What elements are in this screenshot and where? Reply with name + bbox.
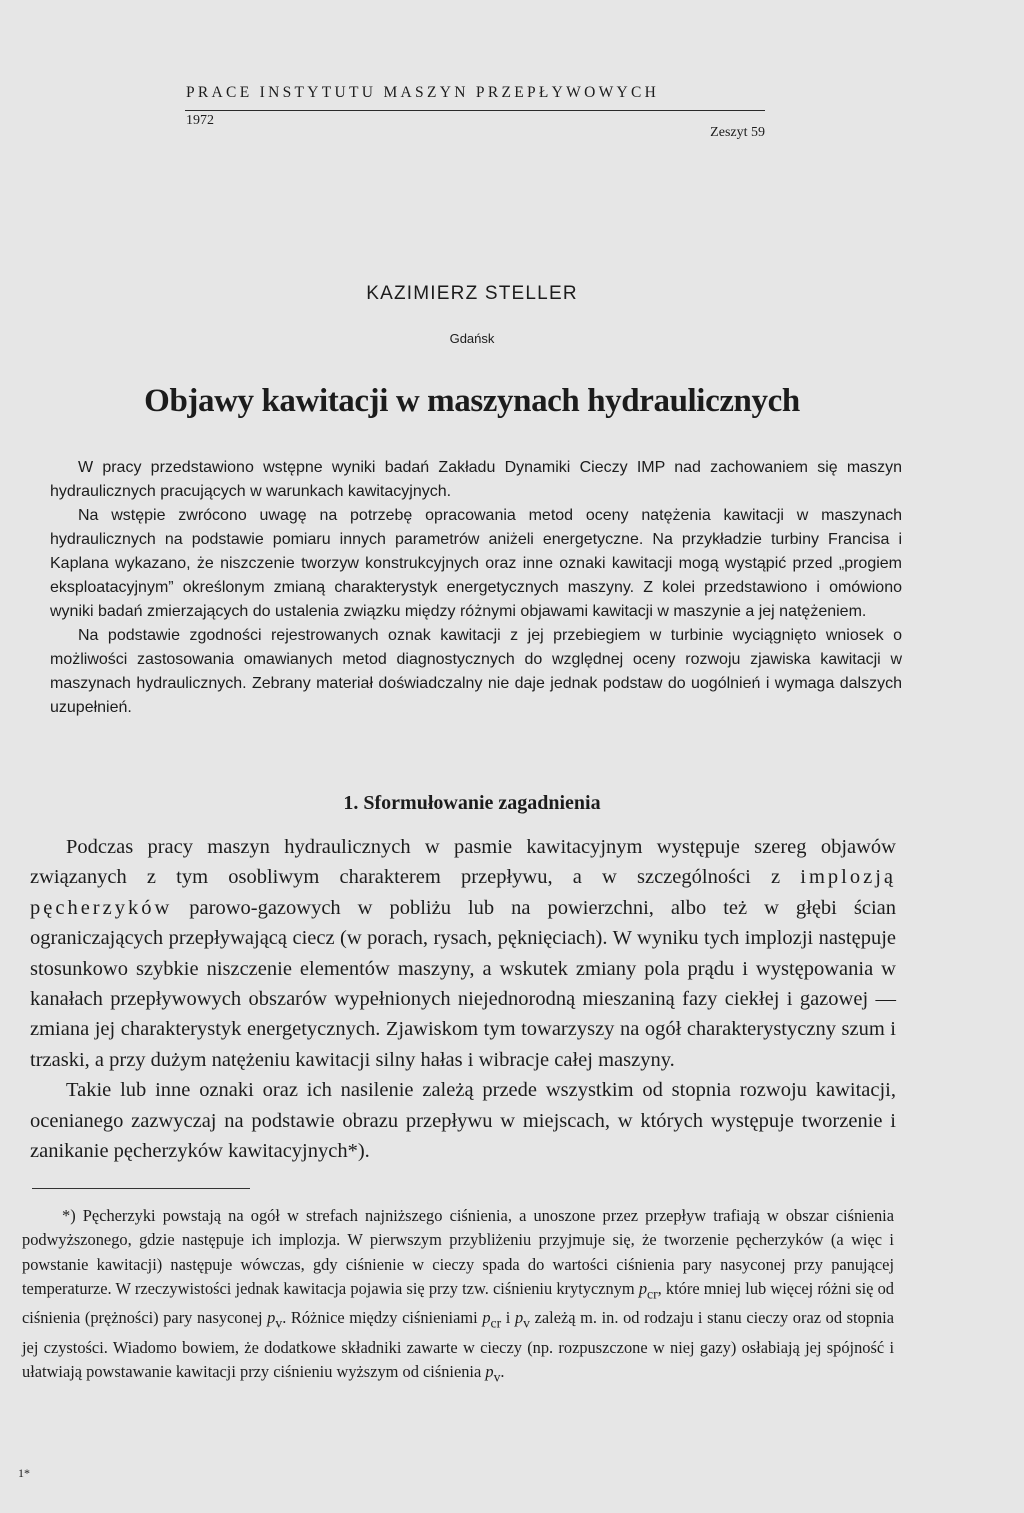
symbol-p-v: p: [267, 1308, 276, 1328]
author-city: Gdańsk: [449, 331, 495, 346]
symbol-p-v: p: [514, 1308, 524, 1328]
footnote-text: *) Pęcherzyki powstają na ogół w strefach najniższego ciśnienia, a unoszone przez przepływ trafiają w obszar ciśnienia podwyższonego, gdzie następuje ich implozja. W pierwszym przybliżeniu przyjmuje się, że tworzenie pęcherzyków (a więc i powstanie kawitacji) następuje wówczas, gdy ciśnienie w cieczy spada do wartości ciśnienia pary nasyconej przy panującej temperaturze. W rzeczywistości jednak kawitacja pojawia się przy tzw. ciśnieniu krytycznym: [22, 1206, 894, 1298]
abstract-paragraph: Na podstawie zgodności rejestrowanych oznak kawitacji z jej przebiegiem w turbinie wyciągnięto wniosek o możliwości zastosowania omawianych metod diagnostycznych do względnej oceny rozwoju zjawiska kawitacji w maszynach hydraulicznych. Zebrany materiał doświadczalny nie daje jednak podstaw do uogólnień i wymaga dalszych uzupełnień.: [50, 627, 902, 716]
journal-header: PRACE INSTYTUTU MASZYN PRZEPŁYWOWYCH: [186, 84, 660, 101]
footnote-rule: [32, 1188, 250, 1189]
footnote-text: . Różnice między ciśnieniami: [282, 1308, 483, 1328]
abstract-paragraph: W pracy przedstawiono wstępne wyniki badań Zakładu Dynamiki Cieczy IMP nad zachowaniem się maszyn hydraulicznych pracujących w warunkach kawitacyjnych.: [50, 459, 902, 500]
footnote-text: zależą m. in. od rodzaju i stanu cieczy oraz od stopnia jej czystości. Wiadomo bowiem, że dodatkowe składniki zawarte w cieczy (np. rozpuszczone w niej gazy) osłabiają jej spójność i ułatwiają powstawanie kawitacji przy ciśnieniu wyższym od ciśnienia: [22, 1308, 894, 1382]
symbol-p-v: p: [485, 1362, 494, 1382]
abstract-paragraph: Na wstępie zwrócono uwagę na potrzebę opracowania metod oceny natężenia kawitacji w maszynach hydraulicznych na podstawie pomiaru innych parametrów aniżeli energetyczne. Na przykładzie turbiny Francisa i Kaplana wykazano, że niszczenie tworzyw konstrukcyjnych oraz inne oznaki kawitacji mogą wystąpić przed „progiem eksploatacyjnym” określonym zmianą charakterystyk energetycznych maszyny. Z kolei przedstawiono i omówiono wyniki badań zmierzających do ustalenia związku między różnymi objawami kawitacji w maszynie a jej natężeniem.: [50, 507, 902, 620]
subscript-cr: cr: [490, 1315, 502, 1331]
header-rule: [185, 110, 765, 111]
abstract: [50, 456, 902, 720]
footnote-paragraph: [22, 1204, 894, 1390]
section-heading: 1. Sformułowanie zagadnienia: [343, 792, 601, 814]
body-text-span: parowo-gazowych w pobliżu lub na powierzchni, albo też w głębi ścian ograniczających przepływającą ciecz (w porach, rysach, pęknięciach). W wyniku tych implozji następuje stosunkowo szybkie niszczenie elementów maszyny, a wskutek zmiany pola prądu i występowania w kanałach przepływowych obszarów wypełnionych niejednorodną mieszaniną fazy ciekłej i gazowej — zmiana jej charakterystyk energetycznych. Zjawiskom tym towarzyszy na ogół charakterystyczny szum i trzaski, a przy dużym natężeniu kawitacji silny hałas i wibracje całej maszyny.: [30, 896, 896, 1071]
body-paragraph: Takie lub inne oznaki oraz ich nasilenie zależą przede wszystkim od stopnia rozwoju kawitacji, ocenianego zazwyczaj na podstawie obrazu przepływu w miejscach, w których występuje tworzenie i zanikanie pęcherzyków kawitacyjnych*).: [30, 1079, 896, 1163]
footnote: [22, 1204, 894, 1390]
author-name: KAZIMIERZ STELLER: [366, 283, 578, 304]
spaced-term: implozją pęcherzyków: [30, 866, 896, 919]
subscript-v: v: [493, 1369, 501, 1385]
footnote-text: .: [500, 1362, 505, 1382]
article-title: Objawy kawitacji w maszynach hydraulicznych: [144, 383, 800, 419]
subscript-v: v: [275, 1315, 283, 1331]
symbol-p-cr: p: [482, 1308, 491, 1328]
page-mark: 1*: [18, 1466, 30, 1480]
symbol-p-cr: p: [638, 1278, 648, 1298]
body-text: [30, 832, 896, 1166]
footnote-text: , które mniej lub więcej różni się od ciśnienia (prężności) pary nasyconej: [22, 1278, 894, 1328]
body-text-span: Podczas pracy maszyn hydraulicznych w pasmie kawitacyjnym występuje szereg objawów związanych z tym osobliwym charakterem przepływu, a w szczególności z: [30, 836, 896, 889]
body-paragraph: [30, 832, 896, 1075]
subscript-v: v: [523, 1315, 530, 1331]
header-year: 1972: [186, 113, 214, 128]
footnote-text: i: [501, 1308, 515, 1328]
header-issue: Zeszyt 59: [710, 125, 765, 140]
subscript-cr: cr: [647, 1286, 658, 1302]
